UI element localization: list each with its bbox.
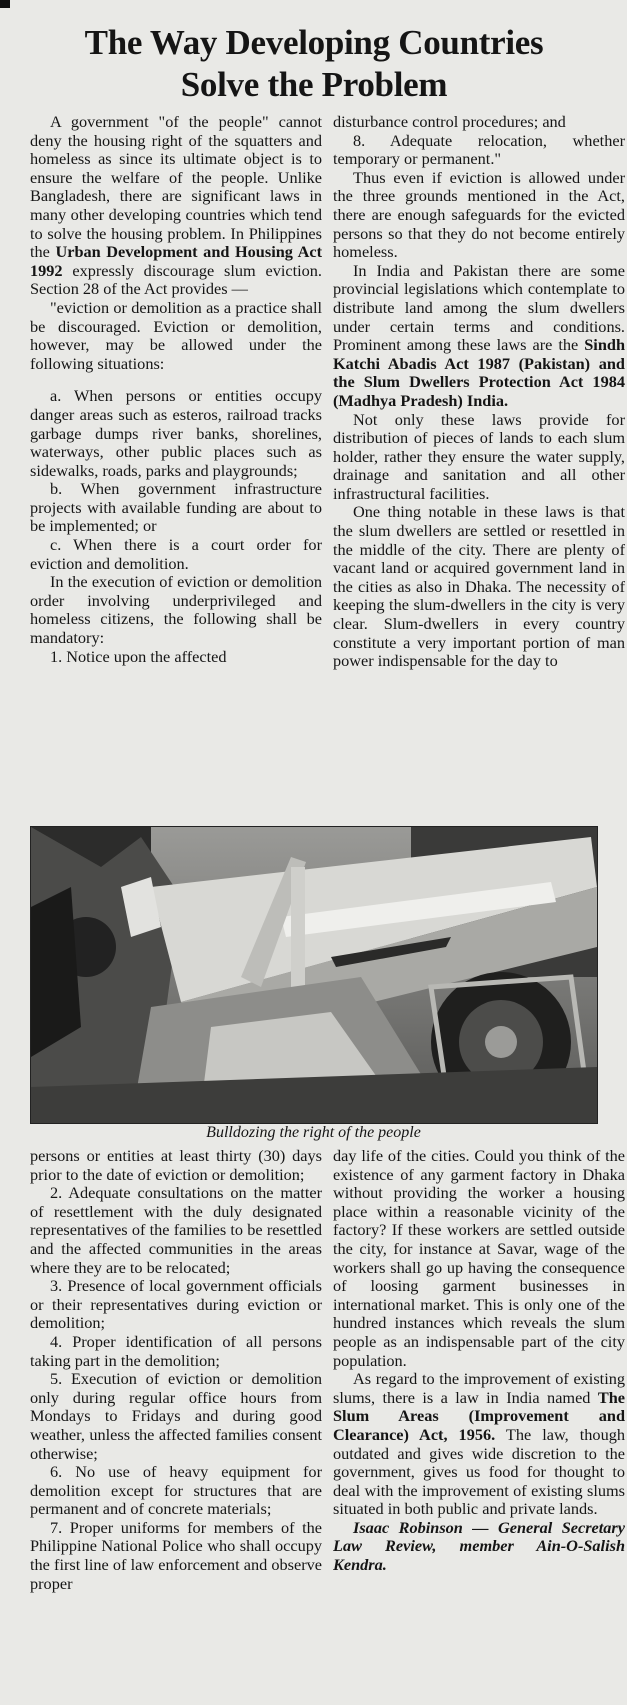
paragraph: c. When there is a court order for eviction and demolition.	[30, 535, 322, 573]
column-2	[333, 113, 625, 823]
paragraph: Thus even if eviction is allowed under the three grounds mentioned in the Act, there are enough safeguards for the evicted persons so that they do not become entirely homeless.	[333, 167, 625, 262]
paragraph: 8. Adequate relocation, whether temporary or permanent."	[333, 130, 625, 169]
clipped-headline-fragment	[0, 0, 10, 8]
photo-caption: Bulldozing the right of the people	[206, 1124, 421, 1141]
paragraph-text: In India and Pakistan there are some provincial legislations which contemplate to distribute land among the slum dwellers under certain terms and conditions. Prominent among these laws are the	[333, 260, 625, 355]
paragraph	[333, 1370, 625, 1519]
paragraph: "eviction or demolition as a practice shall be discouraged. Eviction or demolition, however, may be allowed under the following situations:	[30, 297, 322, 373]
paragraph: 7. Proper uniforms for members of the Philippine National Police who shall occupy the first line of law enforcement and observe proper	[30, 1517, 322, 1593]
paragraph: In the execution of eviction or demolition order involving underprivileged and homeless citizens, the following shall be mandatory:	[30, 572, 322, 648]
bulldozer-photo	[30, 826, 598, 1124]
paragraph: 5. Execution of eviction or demolition only during regular office hours from Mondays to Fridays and during good weather, unless the affected families consent otherwise;	[30, 1369, 322, 1463]
paragraph: Not only these laws provide for distribution of pieces of lands to each slum holder, rather they ensure the water supply, drainage and sanitation and all other infrastructural facilities.	[333, 409, 625, 503]
headline-line-1: The Way Developing Countries	[84, 23, 544, 62]
paragraph: 6. No use of heavy equipment for demolition except for structures that are permanent and of concrete materials;	[30, 1462, 322, 1519]
column-3	[30, 1147, 322, 1705]
paragraph: disturbance control procedures; and	[333, 113, 566, 131]
paragraph	[30, 113, 322, 299]
article-headline	[14, 22, 614, 106]
paragraph: b. When government infrastructure projects with available funding are about to be implemented; or	[30, 479, 322, 536]
column-4	[333, 1147, 625, 1705]
paragraph: a. When persons or entities occupy danger areas such as esteros, railroad tracks garbage dumps river banks, shorelines, waterways, other public places such as sidewalks, roads, parks and playgrounds;	[30, 386, 322, 480]
paragraph-text: The law, though outdated and gives wide discretion to the government, gives us food for thought to deal with the improvement of existing slums situated in both public and private lands.	[333, 1424, 625, 1519]
paragraph-text: expressly discourage slum eviction. Section 28 of the Act provides —	[30, 260, 322, 299]
paragraph: 1. Notice upon the affected	[50, 646, 227, 666]
act-name: Sindh Katchi Abadis Act 1987 (Pakistan) and the Slum Dwellers Protection Act 1984 (Madhya Pradesh) India.	[333, 335, 625, 410]
paragraph: One thing notable in these laws is that the slum dwellers are settled or resettled in the middle of the city. There are plenty of vacant land or acquired government land in the cities as also in Dhaka. The necessity of keeping the slum-dwellers in the city is very clear. Slum-dwellers in every country constitute a very important portion of man power indispensable for the day to	[333, 502, 625, 671]
bulldozer-illustration	[31, 827, 597, 1123]
paragraph: day life of the cities. Could you think of the existence of any garment factory in Dhaka without providing the worker a housing place within a reasonable vicinity of the factory? If these workers are settled outside the city, for instance at Savar, wage of the workers shall go up having the consequence of loosing garment businesses in international market. This is only one of the hundred instances which reveals the slum people as an indispensable part of the city population.	[333, 1147, 625, 1370]
paragraph-text: A government "of the people" cannot deny the housing right of the squatters and homeless as since its ultimate object is to ensure the welfare of the people. Unlike Bangladesh, there are significant laws in many other developing countries which tend to solve the housing problem. In Philippines the	[30, 113, 322, 262]
act-name: The Slum Areas (Improvement and Clearance) Act, 1956.	[333, 1387, 625, 1444]
act-name: Urban Development and Housing Act 1992	[30, 242, 322, 280]
paragraph: 2. Adequate consultations on the matter of resettlement with the duly designated representatives of the families to be resettled and the affected communities in the areas where they are to be relocated;	[30, 1183, 322, 1277]
paragraph	[333, 262, 625, 411]
paragraph: persons or entities at least thirty (30) days prior to the date of eviction or demolition;	[30, 1147, 322, 1184]
author-byline: Isaac Robinson — General Secretary Law Review, member Ain-O-Salish Kendra.	[333, 1517, 625, 1575]
paragraph: 4. Proper identification of all persons taking part in the demolition;	[30, 1331, 322, 1370]
column-1	[30, 113, 322, 823]
paragraph-text: As regard to the improvement of existing slums, there is a law in India named	[333, 1369, 625, 1407]
headline-line-2: Solve the Problem	[180, 65, 448, 104]
paragraph: 3. Presence of local government officials or their representatives during eviction or demolition;	[30, 1276, 322, 1333]
